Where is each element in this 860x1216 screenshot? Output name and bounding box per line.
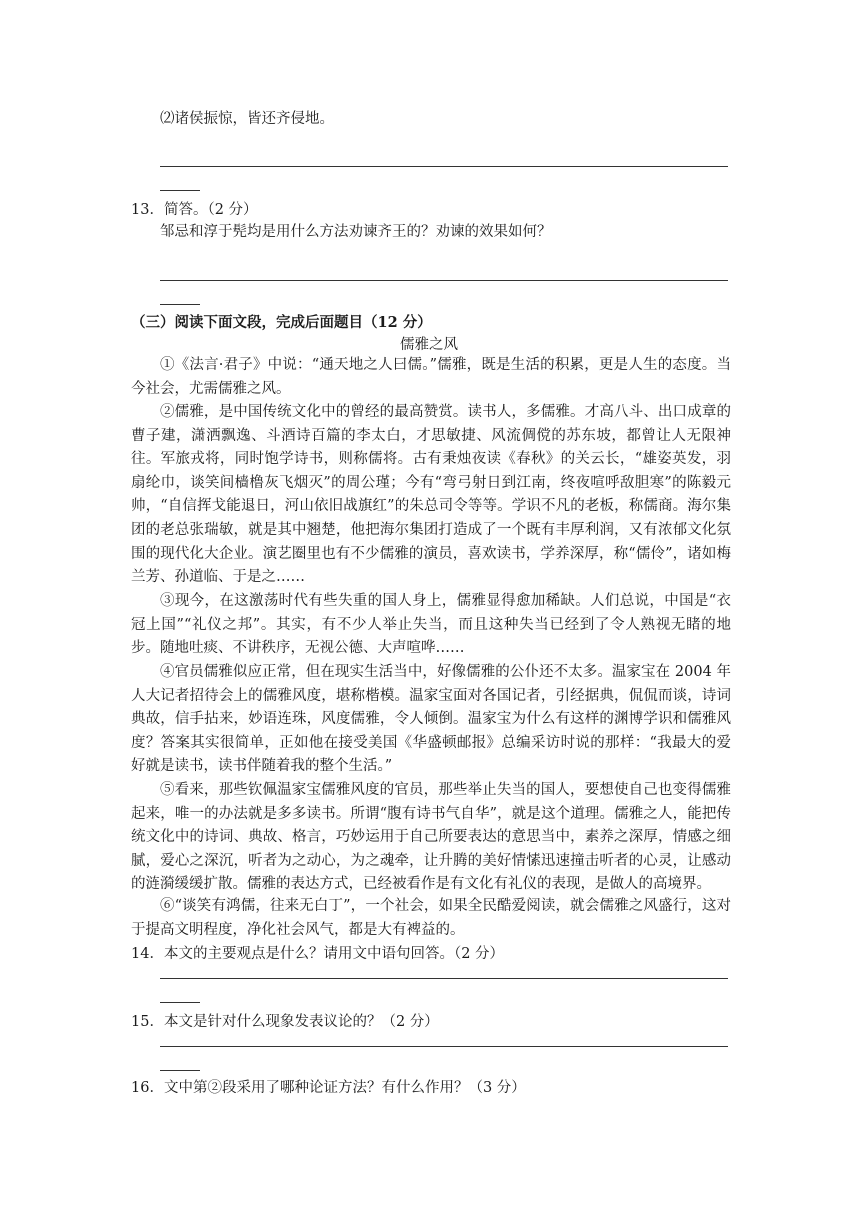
- paragraph-1: ①《法言·君子》中说：“通天地之人曰儒。”儒雅，既是生活的积累，更是人生的态度。当今社会，尤需儒雅之风。: [131, 357, 731, 397]
- answer-line-tail: [160, 190, 200, 191]
- q13-title: 13．简答。（2 分）: [131, 202, 258, 218]
- q12-item-2: ⑵诸侯振惊，皆还齐侵地。: [160, 111, 334, 127]
- paragraph-5: ⑤看来，那些钦佩温家宝儒雅风度的官员，那些举止失当的国人，要想使自己也变得儒雅起来，唯一的办法就是多多读书。所谓“腹有诗书气自华”，就是这个道理。儒雅之人，能把传统文化中的诗词、典故、格言，巧妙运用于自己所要表达的意思当中，素养之深厚，情感之细腻，爱心之深沉，听者为之动心，为之魂牵，让升腾的美好情愫迅速撞击听者的心灵，让感动的涟漪缓缓扩散。儒雅的表达方式，已经被看作是有文化有礼仪的表现，是做人的高境界。: [131, 782, 731, 893]
- answer-line: [160, 978, 728, 979]
- answer-line-tail: [160, 1002, 200, 1003]
- q15: 15．本文是针对什么现象发表议论的？（2 分）: [131, 1014, 439, 1030]
- q14: 14．本文的主要观点是什么？请用文中语句回答。（2 分）: [131, 946, 505, 962]
- q13-question: 邹忌和淳于髡均是用什么方法劝谏齐王的？劝谏的效果如何？: [160, 224, 552, 240]
- answer-line: [160, 280, 728, 281]
- paragraph-3: ③现今，在这激荡时代有些失重的国人身上，儒雅显得愈加稀缺。人们总说，中国是“衣冠上国”“礼仪之邦”。其实，有不少人举止失当，而且这种失当已经到了令人熟视无睹的地步。随地吐痰、不讲秩序，无视公德、大声喧哗……: [131, 593, 731, 657]
- section-heading: （三）阅读下面文段，完成后面题目（12 分）: [131, 314, 432, 331]
- answer-line: [160, 1046, 728, 1047]
- answer-line: [160, 166, 728, 167]
- answer-line-tail: [160, 304, 200, 305]
- q16: 16．文中第②段采用了哪种论证方法？有什么作用？（3 分）: [131, 1080, 526, 1096]
- paragraph-2: ②儒雅，是中国传统文化中的曾经的最高赞赏。读书人，多儒雅。才高八斗、出口成章的曹子建，潇洒飘逸、斗酒诗百篇的李太白，才思敏捷、风流倜傥的苏东坡，都曾让人无限神往。军旅戎将，同时饱学诗书，则称儒将。古有秉烛夜读《春秋》的关云长，“雄姿英发，羽扇纶巾，谈笑间樯橹灰飞烟灭”的周公瑾；今有“弯弓射日到江南，终夜喧呼敌胆寒”的陈毅元帅，“自信挥戈能退日，河山依旧战旗红”的朱总司令等等。学识不凡的老板，称儒商。海尔集团的老总张瑞敏，就是其中翘楚，他把海尔集团打造成了一个既有丰厚利润，又有浓郁文化氛围的现代化大企业。演艺圈里也有不少儒雅的演员，喜欢读书，学养深厚，称“儒伶”，诸如梅兰芳、孙道临、于是之……: [131, 404, 731, 586]
- answer-line-tail: [160, 1070, 200, 1071]
- paragraph-4: ④官员儒雅似应正常，但在现实生活当中，好像儒雅的公仆还不太多。温家宝在 2004 年人大记者招待会上的儒雅风度，堪称楷模。温家宝面对各国记者，引经据典，侃侃而谈，诗词典故，信手拈来，妙语连珠，风度儒雅，令人倾倒。温家宝为什么有这样的渊博学识和儒雅风度？答案其实很简单，正如他在接受美国《华盛顿邮报》总编采访时说的那样：“我最大的爱好就是读书，读书伴随着我的整个生活。”: [131, 664, 731, 775]
- paragraph-6: ⑥“谈笑有鸿儒，往来无白丁”，一个社会，如果全民酷爱阅读，就会儒雅之风盛行，这对于提高文明程度，净化社会风气，都是大有裨益的。: [131, 898, 731, 938]
- article-title: 儒雅之风: [400, 337, 458, 353]
